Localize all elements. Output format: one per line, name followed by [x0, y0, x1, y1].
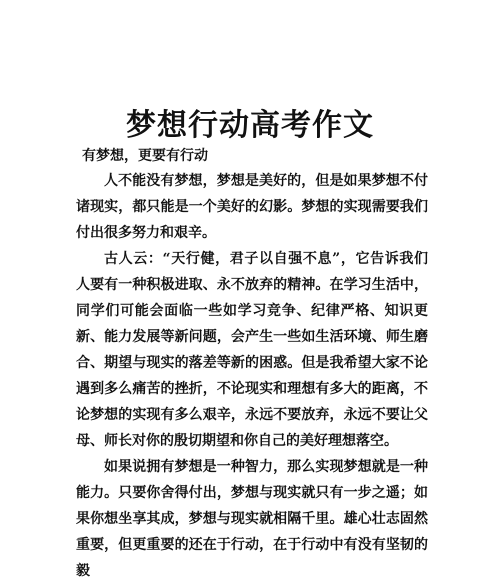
paragraph-1: 人不能没有梦想，梦想是美好的，但是如果梦想不付诸现实，都只能是一个美好的幻影。梦想的实现需要我们付出很多努力和艰辛。: [76, 173, 428, 241]
document-title: 梦想行动高考作文: [126, 108, 374, 144]
document-subheading: 有梦想，更要有行动: [82, 148, 208, 164]
paragraph-2: 古人云：“天行健，君子以自强不息”，它告诉我们人要有一种积极进取、永不放弃的精神。在学习生活中，同学们可能会面临一些如学习竞争、纪律严格、知识更新、能力发展等新问题，会产生一些如生活环境、师生磨合、期望与现实的落差等新的困惑。但是我希望大家不论遇到多么痛苦的挫折，不论现实和理想有多大的距离，不论梦想的实现有多么艰辛，永远不要放弃，永远不要让父母、师长对你的殷切期望和你自己的美好理想落空。: [76, 251, 428, 449]
paragraph-3: 如果说拥有梦想是一种智力，那么实现梦想就是一种能力。只要你舍得付出，梦想与现实就只有一步之遥；如果你想坐享其成，梦想与现实就相隔千里。雄心壮志固然重要，但更重要的还在于行动，在于行动中有没有坚韧的毅: [76, 459, 428, 579]
